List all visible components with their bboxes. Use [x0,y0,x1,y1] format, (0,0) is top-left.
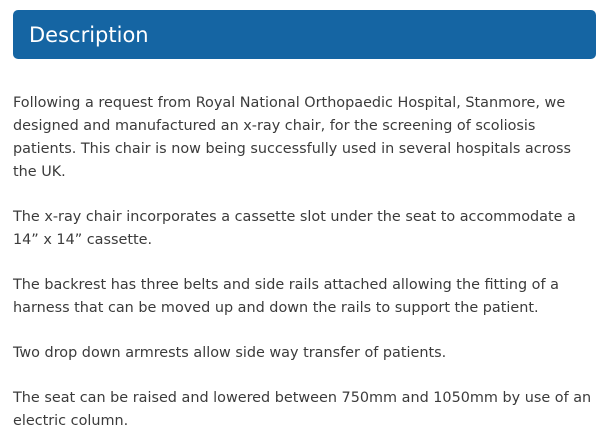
description-body [13,92,593,436]
paragraph-backrest: The backrest has three belts and side rails attached allowing the fitting of a harness that can be moved up and down the rails to support the patient. [13,277,559,316]
section-title: Description [29,22,149,47]
paragraph-request: Following a request from Royal National Orthopaedic Hospital, Stanmore, we designed and manufactured an x-ray chair, for the screening of scoliosis patients. This chair is now being successfully used in several hospitals across the UK. [13,95,572,180]
section-header-bar [13,10,596,59]
paragraph-seat-height: The seat can be raised and lowered between 750mm and 1050mm by use of an electric column. [13,390,592,429]
paragraph-armrests: Two drop down armrests allow side way transfer of patients. [13,345,447,361]
paragraph-cassette: The x-ray chair incorporates a cassette slot under the seat to accommodate a 14” x 14” cassette. [13,209,576,248]
